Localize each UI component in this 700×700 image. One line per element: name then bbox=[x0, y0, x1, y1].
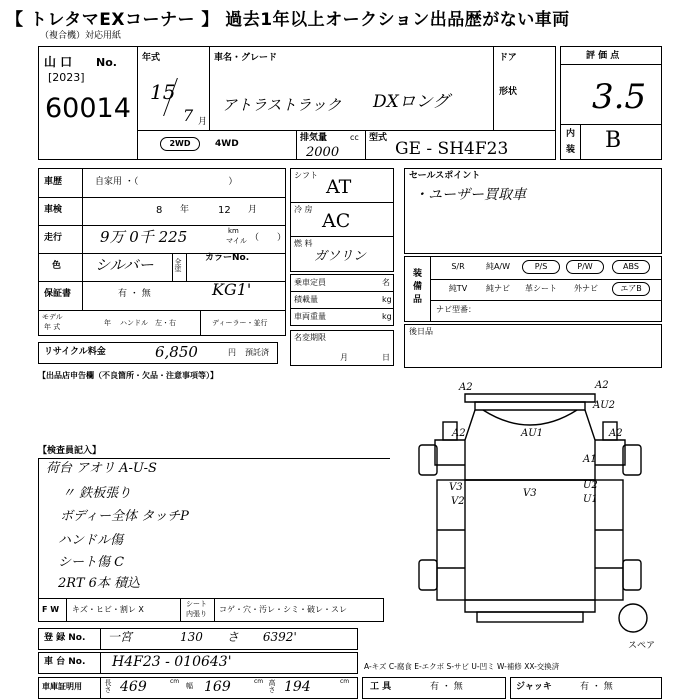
car-damage-diagram bbox=[405, 380, 665, 640]
warranty-value: 有 ・ 無 bbox=[118, 289, 151, 299]
seller-notes-label: 【出品店申告欄（不良箇所・欠品・注意事項等）】 bbox=[38, 371, 218, 380]
damage-mark: AU1 bbox=[521, 428, 544, 439]
history-label: 車歴 bbox=[44, 177, 63, 187]
year-value: 15 bbox=[150, 80, 176, 104]
score-value: 3.5 bbox=[592, 77, 647, 117]
damage-mark: V3 bbox=[523, 488, 537, 499]
model-value: GE - SH4F23 bbox=[395, 139, 509, 159]
inspector-note: 〃 鉄板張り bbox=[62, 486, 132, 501]
color-value: シルバー bbox=[95, 256, 154, 274]
inspector-note: ハンドル傷 bbox=[58, 533, 124, 548]
cert-height: 194 bbox=[284, 679, 311, 695]
ac-value: AC bbox=[322, 210, 351, 232]
color-code: KG1' bbox=[212, 280, 252, 299]
inspector-label: 【検査員記入】 bbox=[38, 446, 102, 456]
inspector-note: シート傷 C bbox=[58, 555, 125, 570]
page-header bbox=[0, 0, 700, 34]
score-label: 評 価 点 bbox=[586, 51, 620, 61]
lot-year-code: [2023] bbox=[48, 71, 85, 84]
inspection-label: 車検 bbox=[44, 205, 63, 215]
page-title: 【 トレタマEXコーナー 】 過去1年以上オークション出品歴がない車両 bbox=[6, 10, 570, 30]
damage-mark: A2 bbox=[595, 380, 609, 391]
inspector-note: 荷台 アオリ A-U-S bbox=[46, 461, 157, 476]
inspector-note: 2RT 6本 積込 bbox=[58, 576, 141, 591]
lot-no-label: No. bbox=[96, 56, 117, 69]
vehicle-name: アトラストラック bbox=[222, 96, 342, 114]
damage-mark: V3 bbox=[449, 482, 463, 493]
name-grade-label: 車名・グレード bbox=[214, 53, 278, 63]
displacement-value: 2000 bbox=[306, 145, 340, 160]
cert-length: 469 bbox=[120, 679, 147, 695]
sales-point-value: ・ユーザー買取車 bbox=[414, 187, 526, 203]
lot-number: 60014 bbox=[45, 93, 131, 124]
month-value: 7 bbox=[183, 106, 194, 125]
color-code-label: カラーNo. bbox=[205, 253, 250, 263]
inspector-note: ボディー全体 タッチP bbox=[60, 509, 189, 524]
vehicle-grade: DXロング bbox=[373, 92, 450, 112]
after-sale-section bbox=[404, 324, 662, 368]
mileage-value: 9万 0千 225 bbox=[100, 228, 188, 246]
damage-mark: U2 bbox=[583, 480, 598, 491]
shape-label: 形状 bbox=[499, 87, 518, 97]
fuel-value: ガソリン bbox=[314, 249, 367, 264]
cert-width: 169 bbox=[204, 679, 231, 695]
registration-value: 一宮 130 さ 6392' bbox=[108, 630, 297, 644]
damage-mark: V2 bbox=[451, 496, 465, 507]
form-subtitle: （複合機）対応用紙 bbox=[40, 31, 122, 41]
chassis-value: H4F23 - 010643' bbox=[112, 654, 232, 670]
warranty-label: 保証書 bbox=[44, 289, 72, 299]
shift-value: AT bbox=[326, 176, 352, 198]
recycle-value: 6,850 bbox=[155, 343, 198, 361]
drive-2wd-option: 2WD bbox=[160, 137, 200, 151]
damage-mark: A2 bbox=[609, 428, 623, 439]
damage-mark: A1 bbox=[583, 454, 597, 465]
damage-mark: AU2 bbox=[593, 400, 616, 411]
damage-mark: U1 bbox=[583, 494, 598, 505]
model-label: 型式 bbox=[369, 133, 388, 143]
mileage-label: 走行 bbox=[44, 233, 63, 243]
lot-region: 山 口 bbox=[44, 55, 73, 69]
damage-mark: A2 bbox=[459, 382, 473, 393]
drive-4wd-option: 4WD bbox=[215, 139, 239, 149]
door-label: ドア bbox=[499, 53, 517, 63]
damage-mark: A2 bbox=[452, 428, 466, 439]
displacement-label: 排気量 bbox=[300, 133, 328, 143]
seat-text: コゲ・穴・汚レ・シミ・破レ・スレ bbox=[219, 605, 347, 614]
color-label: 色 bbox=[52, 261, 62, 271]
damage-legend: A-キズ C-腐食 E-エクボ S-サビ U-凹ミ W-補修 XX-交換済 bbox=[364, 662, 560, 671]
fw-text: キズ・ヒビ・割レ X bbox=[72, 605, 144, 614]
history-value: 自家用 ・（ ） bbox=[95, 177, 238, 187]
spare-label: スペア bbox=[628, 641, 656, 651]
interior-grade: B bbox=[605, 128, 622, 153]
year-label: 年式 bbox=[142, 53, 161, 63]
